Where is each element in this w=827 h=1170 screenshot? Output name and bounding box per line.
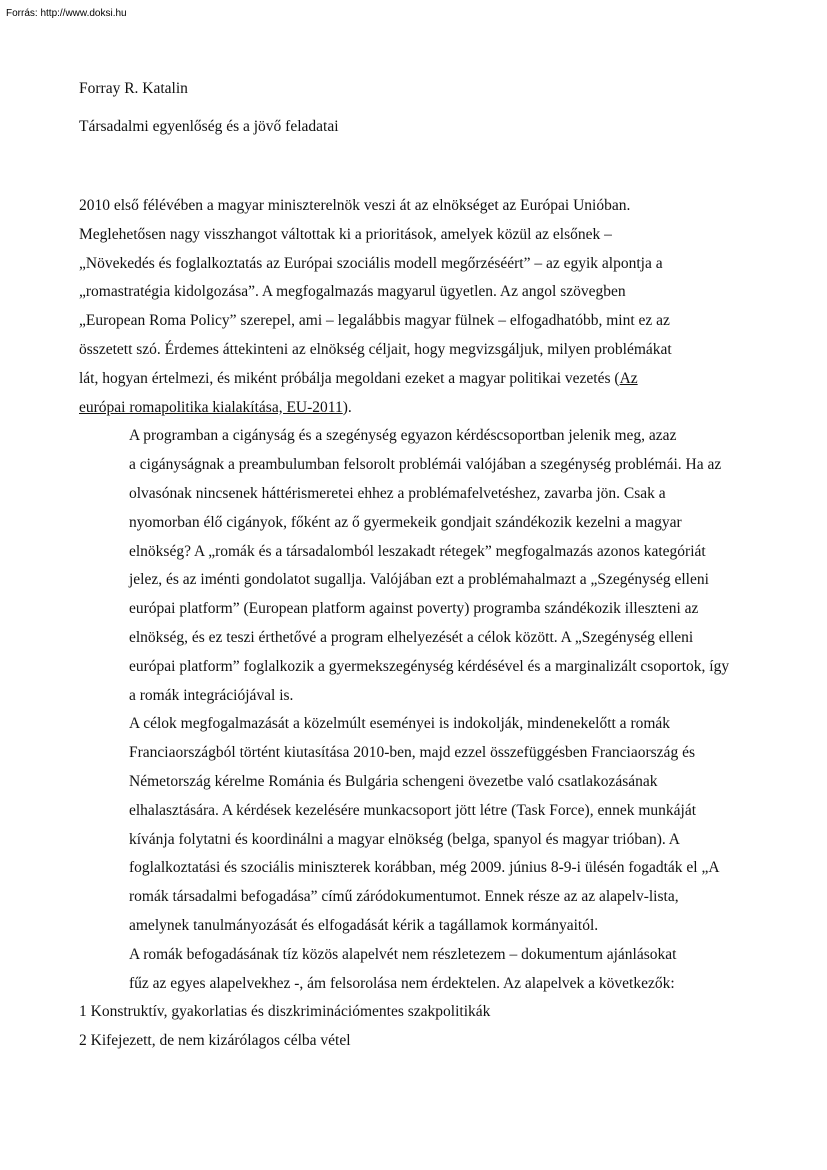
text-line: A programban a cigányság és a szegénység egyazon kérdéscsoportban jelenik meg, azaz (129, 427, 677, 445)
text-line: a cigányságnak a preambulumban felsorolt problémái valójában a szegénység problémái. Ha az (129, 456, 722, 474)
text-line: összetett szó. Érdemes áttekinteni az elnökség céljait, hogy megvizsgáljuk, milyen problémákat (79, 340, 672, 358)
text-line: lát, hogyan értelmezi, és miként próbálja megoldani ezeket a magyar politikai vezetés (Az (79, 369, 638, 387)
text-line: fűz az egyes alapelvekhez -, ám felsorolása nem érdektelen. Az alapelvek a következők: (129, 974, 675, 992)
text-line: „Növekedés és foglalkoztatás az Európai szociális modell megőrzéséért” – az egyik alpontja a (79, 254, 663, 272)
principles-list (79, 998, 729, 1056)
text-line: Németország kérelme Románia és Bulgária schengeni övezetbe való csatlakozásának (129, 772, 658, 790)
text-line: elnökség, és ez teszi érthetővé a program elhelyezését a célok között. A „Szegénység elleni (129, 628, 694, 646)
author-name: Forray R. Katalin (79, 80, 188, 97)
text-line: elnökség? A „romák és a társadalomból leszakadt rétegek” megfogalmazás azonos kategóriát (129, 542, 706, 560)
text-line: 2010 első félévében a magyar miniszterelnök veszi át az elnökséget az Európai Unióban. (79, 197, 631, 214)
text-line: „European Roma Policy” szerepel, ami – legalábbis magyar fülnek – elfogadhatóbb, mint ez az (79, 312, 670, 330)
text-line: európai romapolitika kialakítása, EU-2011). (79, 398, 352, 416)
paragraph-principles (79, 941, 729, 999)
document-title: Társadalmi egyenlőség és a jövő feladatai (79, 118, 339, 135)
text-line: kívánja folytatni és koordinálni a magyar elnökség (belga, spanyol és magyar trióban). A (129, 830, 680, 848)
text-line: amelynek tanulmányozását és elfogadását kérik a tagállamok kormányaitól. (129, 916, 599, 934)
text-line: foglalkoztatási és szociális miniszterek korábban, még 2009. június 8-9-i ülésén fogadták el „A (129, 859, 720, 877)
paragraph-program (79, 422, 729, 710)
paragraph-intro (79, 192, 729, 422)
text-line: Meglehetősen nagy visszhangot váltottak ki a prioritások, amelyek közül az elsőnek – (79, 225, 612, 243)
text-line: a romák integrációjával is. (129, 686, 294, 704)
text-line: olvasónak nincsenek háttérismeretei ehhez a problémafelvetéshez, zavarba jön. Csak a (129, 484, 666, 502)
text-line: jelez, és az iménti gondolatot sugallja. Valójában ezt a problémahalmazt a „Szegénység elleni (129, 571, 709, 589)
text-line: európai platform” foglalkozik a gyermekszegénység kérdésével és a marginalizált csoportok, így (129, 657, 730, 675)
list-item: 2 Kifejezett, de nem kizárólagos célba vétel (79, 1032, 351, 1050)
text-line: A romák befogadásának tíz közös alapelvét nem részletezem – dokumentum ajánlásokat (129, 945, 677, 963)
text-line: Franciaországból történt kiutasítása 2010-ben, majd ezzel összefüggésben Franciaország és (129, 744, 695, 762)
text-line: „romastratégia kidolgozása”. A megfogalmazás magyarul ügyetlen. Az angol szövegben (79, 283, 626, 301)
document-body (79, 192, 729, 1056)
list-item: 1 Konstruktív, gyakorlatias és diszkriminációmentes szakpolitikák (79, 1003, 491, 1021)
text-line: romák társadalmi befogadása” című záródokumentumot. Ennek része az az alapelv-lista, (129, 888, 679, 906)
source-link[interactable]: Az (619, 369, 638, 387)
paragraph-goals (79, 710, 729, 940)
text-line: elhalasztására. A kérdések kezelésére munkacsoport jött létre (Task Force), ennek munkáját (129, 801, 697, 819)
text-line: európai platform” (European platform against poverty) programba szándékozik illeszteni az (129, 600, 699, 618)
source-link[interactable]: európai romapolitika kialakítása, EU-2011 (79, 398, 343, 416)
text-line: nyomorban élő cigányok, főként az ő gyermekeik gondjait szándékozik kezelni a magyar (129, 513, 682, 531)
source-label: Forrás: http://www.doksi.hu (6, 8, 127, 19)
text-line: A célok megfogalmazását a közelmúlt eseményei is indokolják, mindenekelőtt a romák (129, 715, 671, 733)
